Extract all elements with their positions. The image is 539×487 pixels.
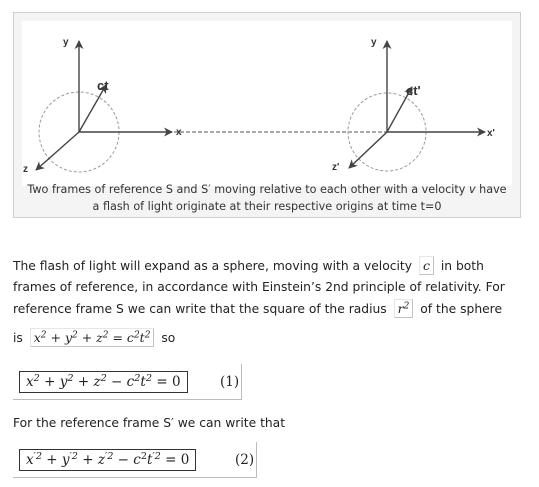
figure-caption [18,181,516,215]
y-label-s-prime: y [371,37,377,48]
velocity-math: c [419,256,434,275]
equation-1-row [13,364,242,400]
y-label-s: y [63,37,69,48]
caption-text-1-end: have [475,183,507,196]
x-label-s-prime: x' [487,128,495,139]
caption-velocity-symbol: v [468,183,476,196]
paragraph-frame-s-prime: For the reference frame S′ we can write that [13,416,286,430]
z-axis-s-prime [349,132,387,168]
equation-2-row [13,442,257,478]
frame-s [23,37,182,175]
equation-1-number: (1) [220,374,240,390]
radius-squared-math: $r^2$ [394,299,414,318]
z-label-s-prime: z' [332,162,340,173]
equation-2-number: (2) [235,452,255,468]
ct-label-s-prime: ct' [406,83,421,98]
z-axis-s [36,132,79,170]
equation-2-box: $x^{'2} + y^{'2} + z^{'2} - c^2t^{'2} = 0$ [19,449,196,471]
reference-frames-diagram [22,21,512,186]
equation-1-box: $x^2 + y^2 + z^2 - c^2t^2 = 0$ [19,371,188,393]
paragraph-line-1: The flash of light will expand as a sphere, moving with a velocity c in both [13,258,484,273]
caption-text-1: Two frames of reference S and S′ moving relative to each other with a velocity [27,183,469,196]
paragraph-line-4: is $x^2 + y^2 + z^2 = c^2t^2$ so [13,330,176,345]
ct-label-s: ct [97,78,109,93]
frame-s-prime [332,37,495,173]
paragraph-line-2: frames of reference, in accordance with Einstein’s 2nd principle of relativity. For [13,280,505,294]
caption-text-2: a flash of light originate at their respective origins at time t=0 [92,200,442,213]
sphere-equation-math: $x^2 + y^2 + z^2 = c^2t^2$ [30,328,155,347]
z-label-s: z [23,164,28,175]
figure-box [13,12,521,218]
x-label-s: x [176,127,182,138]
paragraph-line-3: reference frame S we can write that the square of the radius $r^2$ of the sphere [13,301,503,316]
